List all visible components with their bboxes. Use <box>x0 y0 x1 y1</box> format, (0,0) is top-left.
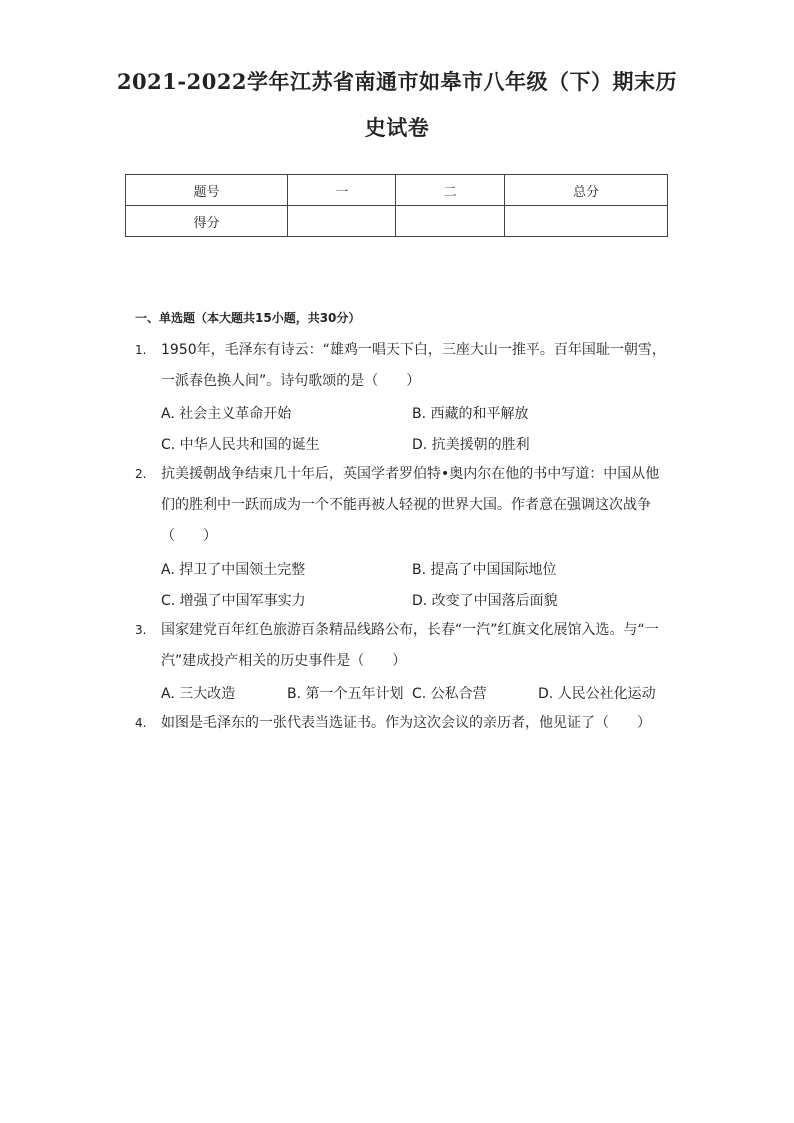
question-number: 2. <box>135 467 147 481</box>
score-table-cell: 二 <box>396 175 504 206</box>
question-line: 一派春色换人间”。诗句歌颂的是（ ） <box>161 373 421 389</box>
score-table-cell: 题号 <box>126 175 288 206</box>
option-c: C. 增强了中国军事实力 <box>161 593 306 609</box>
option-a: A. 社会主义革命开始 <box>161 406 292 422</box>
option-c: C. 中华人民共和国的诞生 <box>161 437 320 453</box>
question-line: （ ） <box>161 528 217 544</box>
question-number: 3. <box>135 623 147 637</box>
score-table-cell: 得分 <box>126 206 288 237</box>
option-d: D. 抗美援朝的胜利 <box>412 437 530 453</box>
option-a: A. 捍卫了中国领土完整 <box>161 562 306 578</box>
score-table-cell <box>504 206 667 237</box>
option-a: A. 三大改造 <box>161 686 236 702</box>
section-heading: 一、单选题（本大题共15小题，共30分） <box>135 311 361 325</box>
score-table-cell <box>396 206 504 237</box>
option-b: B. 西藏的和平解放 <box>412 406 529 422</box>
exam-title-line2: 史试卷 <box>364 115 430 140</box>
question-line: 们的胜利中一跃而成为一个不能再被人轻视的世界大国。作者意在强调这次战争 <box>161 497 651 513</box>
score-table-score-row <box>126 206 668 237</box>
score-table-cell: 总分 <box>504 175 667 206</box>
score-table <box>125 174 668 237</box>
option-c: C. 公私合营 <box>412 686 487 702</box>
score-table-cell: 一 <box>288 175 396 206</box>
question-number: 4. <box>135 716 147 730</box>
exam-title-line1: 2021-2022学年江苏省南通市如皋市八年级（下）期末历 <box>116 69 678 94</box>
option-d: D. 人民公社化运动 <box>538 686 656 702</box>
option-b: B. 提高了中国国际地位 <box>412 562 557 578</box>
question-line: 国家建党百年红色旅游百条精品线路公布，长春“一汽”红旗文化展馆入选。与“一 <box>161 622 659 638</box>
score-table-cell <box>288 206 396 237</box>
option-b: B. 第一个五年计划 <box>287 686 404 702</box>
question-number: 1. <box>135 343 147 357</box>
question-line: 汽”建成投产相关的历史事件是（ ） <box>161 653 407 669</box>
question-line: 1950年，毛泽东有诗云：“雄鸡一唱天下白，三座大山一推平。百年国耻一朝雪， <box>161 342 666 358</box>
question-line: 如图是毛泽东的一张代表当选证书。作为这次会议的亲历者，他见证了（ ） <box>161 715 651 731</box>
option-d: D. 改变了中国落后面貌 <box>412 593 558 609</box>
score-table-header-row <box>126 175 668 206</box>
question-line: 抗美援朝战争结束几十年后，英国学者罗伯特•奥内尔在他的书中写道：中国从他 <box>161 466 660 482</box>
